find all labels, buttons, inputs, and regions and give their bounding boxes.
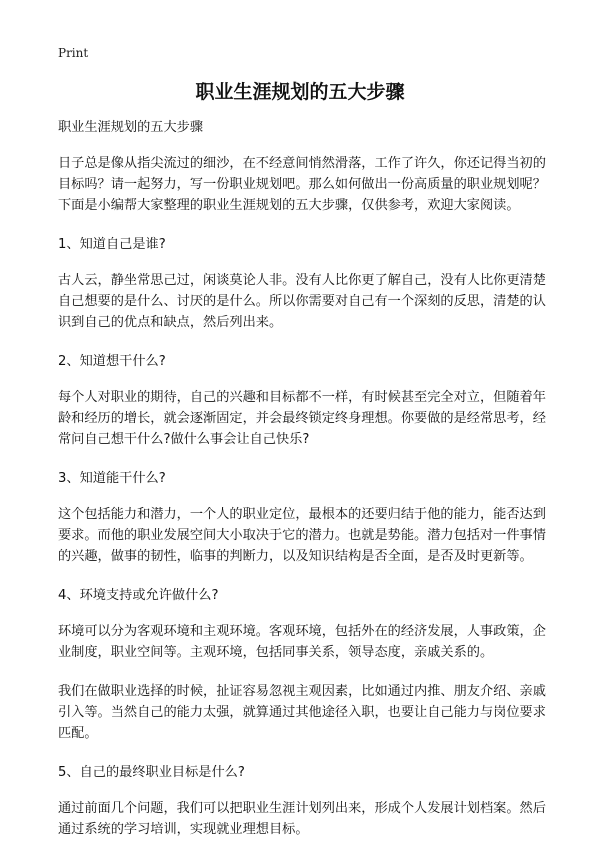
section-paragraph-5: 通过前面几个问题，我们可以把职业生涯计划列出来，形成个人发展计划档案。然后通过系统的学习培训，实现就业理想目标。	[58, 801, 546, 837]
section-heading-1: 1、知道自己是谁?	[58, 237, 166, 252]
section-heading-3: 3、知道能干什么?	[58, 471, 166, 486]
section-heading-5: 5、自己的最终职业目标是什么?	[58, 765, 245, 780]
section-heading-2: 2、知道想干什么?	[58, 354, 166, 369]
article-subtitle: 职业生涯规划的五大步骤	[58, 120, 204, 135]
section-heading-4: 4、环境支持或允许做什么?	[58, 588, 219, 603]
section-paragraph-2: 每个人对职业的期待，自己的兴趣和目标都不一样，有时候甚至完全对立，但随着年龄和经历的增长，就会逐渐固定，并会最终锁定终身理想。你要做的是经常思考，经常问自己想干什么?做什么事会让自己快乐?	[58, 390, 546, 447]
intro-paragraph: 日子总是像从指尖流过的细沙，在不经意间悄然滑落，工作了许久，你还记得当初的目标吗？请一起努力，写一份职业规划吧。那么如何做出一份高质量的职业规划呢？下面是小编帮大家整理的职业生涯规划的五大步骤，仅供参考，欢迎大家阅读。	[58, 156, 546, 213]
section-paragraph-4b: 我们在做职业选择的时候，扯证容易忽视主观因素，比如通过内推、朋友介绍、亲戚引入等。当然自己的能力太强，就算通过其他途径入职，也要让自己能力与岗位要求匹配。	[58, 684, 546, 741]
section-paragraph-4a: 环境可以分为客观环境和主观环境。客观环境，包括外在的经济发展，人事政策，企业制度，职业空间等。主观环境，包括同事关系，领导态度，亲戚关系的。	[58, 624, 546, 660]
article-body	[58, 117, 550, 858]
page-title: 职业生涯规划的五大步骤	[195, 81, 405, 103]
section-paragraph-1: 古人云，静坐常思己过，闲谈莫论人非。没有人比你更了解自己，没有人比你更清楚自己想要的是什么、讨厌的是什么。所以你需要对自己有一个深刻的反思，清楚的认识到自己的优点和缺点，然后列出来。	[58, 273, 546, 330]
section-paragraph-3: 这个包括能力和潜力，一个人的职业定位，最根本的还要归结于他的能力，能否达到要求。而他的职业发展空间大小取决于它的潜力。也就是势能。潜力包括对一件事情的兴趣，做事的韧性，临事的判断力，以及知识结构是否全面，是否及时更新等。	[58, 507, 546, 564]
print-link[interactable]: Print	[58, 46, 89, 60]
